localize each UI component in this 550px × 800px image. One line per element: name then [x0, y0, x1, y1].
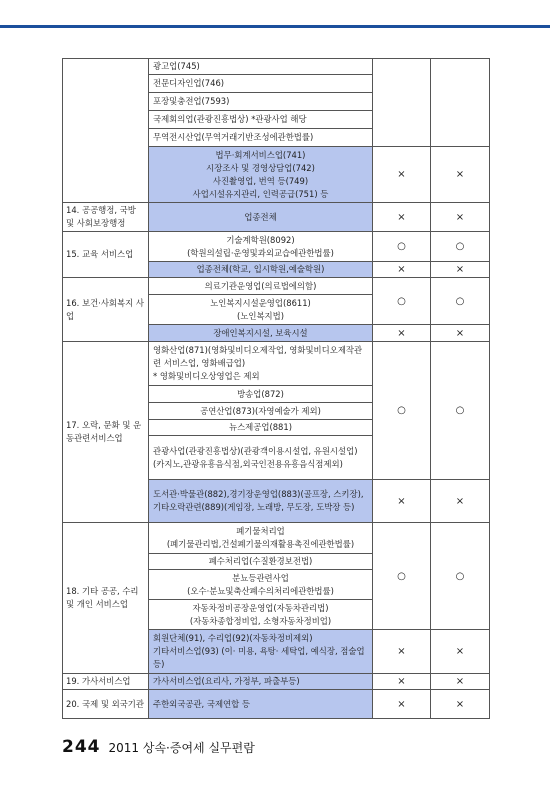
category-cell: 16. 보건·사회복지 사업 — [63, 278, 149, 342]
mark-cell-2: × — [431, 630, 490, 674]
table-row — [63, 278, 490, 295]
mark-cell-1: × — [373, 690, 431, 719]
industry-cell: 주한외국공관, 국제연합 등 — [149, 690, 373, 719]
industry-cell: 국제회의업(관광진흥법상) *관광사업 해당 — [149, 111, 373, 129]
industry-cell: 영화산업(871)(영화및비디오제작업, 영화및비디오제작관련 서비스업, 영화배급업) * 영화및비디오상영업은 제외 — [149, 342, 373, 386]
mark-cell-2: × — [431, 325, 490, 342]
mark-cell-2: ○ — [431, 523, 490, 630]
industry-cell: 관광사업(관광진흥법상)(관광객이용시설업, 유원시설업)(카지노,관광유흥음식점,외국인전용유흥음식점제외) — [149, 436, 373, 480]
industry-cell: 방송업(872) — [149, 386, 373, 403]
mark-cell-2: × — [431, 480, 490, 523]
industry-cell: 폐기물처리업 (폐기물관리법,건설폐기물의재활용촉진에관한법률) — [149, 523, 373, 554]
industry-cell: 가사서비스업(요리사, 가정부, 파출부등) — [149, 674, 373, 690]
industry-cell: 공연산업(873)(자영예술가 제외) — [149, 403, 373, 420]
category-cell: 17. 오락, 문화 및 운동관련서비스업 — [63, 342, 149, 523]
mark-cell-1: ○ — [373, 278, 431, 325]
industry-cell: 회원단체(91), 수리업(92)(자동차정비제외) 기타서비스업(93) (이· 미용, 욕탕· 세탁업, 예식장, 점술업 등) — [149, 630, 373, 674]
industry-cell: 전문디자인업(746) — [149, 75, 373, 93]
page-footer — [62, 737, 255, 757]
category-cell — [63, 59, 149, 203]
industry-cell: 분뇨등관련사업 (오수·분뇨및축산폐수의처리에관한법률) — [149, 570, 373, 600]
industry-cell: 법무·회계서비스업(741) 시장조사 및 경영상담업(742) 사진촬영업, 번역 등(749) 사업시설유지관리, 인력공급(751) 등 — [149, 147, 373, 203]
mark-cell-2: × — [431, 690, 490, 719]
mark-cell-1: ○ — [373, 523, 431, 630]
mark-cell-2 — [431, 59, 490, 147]
mark-cell-1: × — [373, 674, 431, 690]
category-cell: 14. 공공행정, 국방 및 사회보장행정 — [63, 203, 149, 232]
mark-cell-2: ○ — [431, 278, 490, 325]
industry-table — [62, 58, 490, 719]
table-row — [63, 203, 490, 232]
mark-cell-2: ○ — [431, 232, 490, 262]
industry-cell: 장애인복지시설, 보육시설 — [149, 325, 373, 342]
mark-cell-1: ○ — [373, 232, 431, 262]
category-cell: 20. 국제 및 외국기관 — [63, 690, 149, 719]
table-row — [63, 523, 490, 554]
mark-cell-2: × — [431, 674, 490, 690]
industry-cell: 노인복지시설운영업(8611) (노인복지법) — [149, 295, 373, 325]
mark-cell-1: × — [373, 262, 431, 278]
table-row — [63, 59, 490, 75]
top-rule — [0, 25, 550, 28]
category-cell: 18. 기타 공공, 수리 및 개인 서비스업 — [63, 523, 149, 674]
industry-cell: 업종전체 — [149, 203, 373, 232]
industry-cell: 광고업(745) — [149, 59, 373, 75]
mark-cell-2: × — [431, 262, 490, 278]
industry-cell: 도서관·박물관(882),경기장운영업(883)(골프장, 스키장), 기타오락관련(889)(게임장, 노래방, 무도장, 도박장 등) — [149, 480, 373, 523]
table-row — [63, 690, 490, 719]
table-row — [63, 232, 490, 262]
mark-cell-2: ○ — [431, 342, 490, 480]
industry-cell: 뉴스제공업(881) — [149, 420, 373, 436]
footer-title: 2011 상속·증여세 실무편람 — [108, 741, 255, 755]
mark-cell-1: ○ — [373, 342, 431, 480]
industry-cell: 자동차정비공장운영업(자동차관리법) (자동차종합정비업, 소형자동차정비업) — [149, 600, 373, 630]
category-cell: 19. 가사서비스업 — [63, 674, 149, 690]
table-row — [63, 674, 490, 690]
industry-cell: 업종전체(학교, 입시학원,예술학원) — [149, 262, 373, 278]
mark-cell-1: × — [373, 203, 431, 232]
table-row — [63, 342, 490, 386]
mark-cell-2: × — [431, 147, 490, 203]
mark-cell-1: × — [373, 480, 431, 523]
industry-cell: 의료기관운영업(의료법에의함) — [149, 278, 373, 295]
industry-cell: 무역전시산업(무역거래기반조성에관한법률) — [149, 129, 373, 147]
category-cell: 15. 교육 서비스업 — [63, 232, 149, 278]
industry-cell: 기술계학원(8092) (학원의설립·운영및과외교습에관한법률) — [149, 232, 373, 262]
industry-cell: 폐수처리업(수질환경보전법) — [149, 554, 373, 570]
mark-cell-2: × — [431, 203, 490, 232]
industry-cell: 포장및충전업(7593) — [149, 93, 373, 111]
mark-cell-1 — [373, 59, 431, 147]
mark-cell-1: × — [373, 630, 431, 674]
page-number: 244 — [62, 737, 101, 757]
mark-cell-1: × — [373, 147, 431, 203]
mark-cell-1: × — [373, 325, 431, 342]
